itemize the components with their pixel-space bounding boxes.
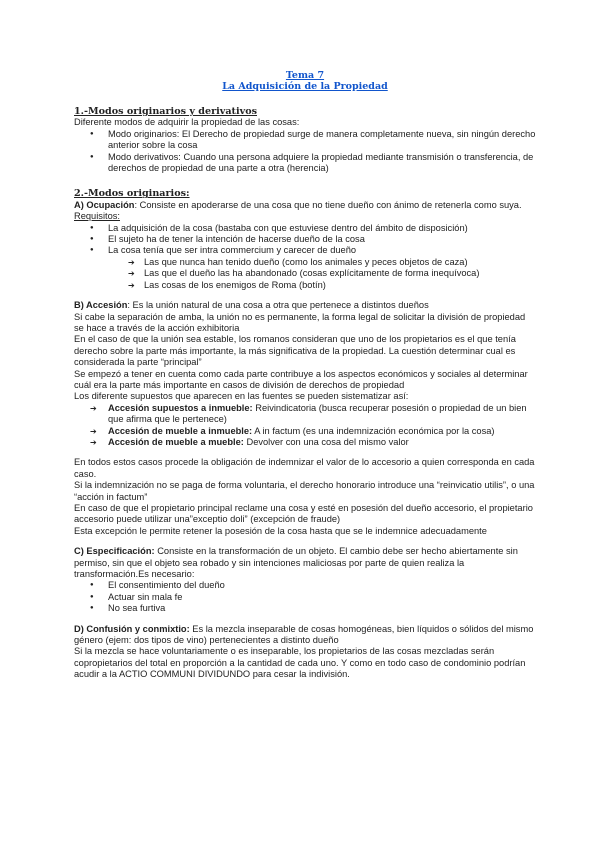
section-1-heading: 1.-Modos originarios y derivativos	[74, 106, 258, 117]
title-block	[74, 70, 536, 92]
section-1-intro: Diferente modos de adquirir la propiedad de las cosas:	[74, 117, 300, 128]
accesion-p6: Si la indemnización no se paga de forma voluntaria, el derecho honorario introduce una “reinvicatio utilis”, o una “acción in factum”	[74, 480, 535, 502]
ocupacion-text: : Consiste en apoderarse de una cosa que no tiene dueño con ánimo de retenerla como suya.	[134, 199, 522, 210]
confusion-p1: Si la mezcla se hace voluntariamente o es inseparable, los propietarios de las cosas mezcladas serán copropietarios del total en proporción a la cantidad de cada uno. Y como en todo caso de condominio podrían acudir a la ACTIO COMMUNI DIVIDUNDO para cesar la indivisión.	[74, 646, 526, 680]
list-item: ➔ Las que nunca han tenido dueño (como los animales y peces objetos de caza)	[74, 257, 536, 268]
list-item: ● Actuar sin mala fe	[74, 592, 536, 603]
accesion-paragraph	[74, 300, 536, 311]
especificacion-list	[74, 580, 536, 614]
accesion-p3: Se empezó a tener en cuenta como cada parte contribuye a los aspectos económicos y sociales al determinar cuál era la parte más importante en casos de división de derechos de propiedad	[74, 368, 528, 390]
accesion-p7: En caso de que el propietario principal reclame una cosa y esté en posesión del dueño accesorio, el propietario accesorio puede utilizar una”exceptio doli” (excepción de fraude)	[74, 503, 533, 525]
accesion-text: : Es la unión natural de una cosa a otra que pertenece a distintos dueños	[127, 300, 429, 311]
accesion-inmueble-label: Accesión supuestos a inmueble:	[108, 402, 253, 413]
list-item: ● La cosa tenía que ser intra commercium y carecer de dueño	[74, 245, 536, 256]
list-item: ➔ Las cosas de los enemigos de Roma (botín)	[74, 280, 536, 291]
especificacion-text: Consiste en la transformación de un objeto. El cambio debe ser hecho abiertamente sin permiso, sin que el objeto sea robado y sin intenciones maliciosas por parte de quien realiza la transformación.Es necesario:	[74, 546, 518, 580]
accesion-mueble-mueble-label: Accesión de mueble a mueble:	[108, 436, 244, 447]
title-topic: Tema 7	[285, 70, 325, 81]
list-item	[74, 437, 536, 448]
section-1-list	[74, 129, 536, 175]
accesion-p2: En el caso de que la unión sea estable, los romanos consideran que uno de los propietarios es el que tenía derecho sobre la parte más importante, la más significativa de la propiedad. La cuestión determinar cual es considerada la parte “principal”	[74, 334, 516, 368]
ocupacion-paragraph	[74, 200, 536, 211]
accesion-p4: Los diferente supuestos que aparecen en las fuentes se pueden sistematizar así:	[74, 391, 409, 402]
accesion-p8: Esta excepción le permite retener la posesión de la cosa hasta que se le indemnice adecuadamente	[74, 525, 487, 536]
ocupacion-label: A) Ocupación	[74, 199, 135, 210]
section-1	[74, 106, 536, 174]
section-2-heading: 2.-Modos originarios:	[74, 188, 190, 200]
accesion-mueble-inmueble-label: Accesión de mueble a inmueble:	[108, 425, 253, 436]
accesion-p1: Si cabe la separación de amba, la unión no es permanente, la forma legal de solicitar la división de propiedad se hace a través de la acción exhibitoria	[74, 311, 526, 333]
list-item: ● El sujeto ha de tener la intención de hacerse dueño de la cosa	[74, 234, 536, 245]
list-item: ● Modo derivativos: Cuando una persona adquiere la propiedad mediante transmisión o transferencia, de derechos de propiedad de una parte a otra (herencia)	[74, 152, 536, 175]
especificacion-paragraph	[74, 546, 536, 580]
list-item: ● Modo originarios: El Derecho de propiedad surge de manera completamente nueva, sin ningún derecho anterior sobre la cosa	[74, 129, 536, 152]
confusion-text: Es la mezcla inseparable de cosas homogéneas, bien líquidos o sólidos del mismo género (ejem: dos tipos de vino) pertenecientes a distinto dueño	[74, 623, 534, 646]
confusion-label: D) Confusión y conmixtio:	[74, 623, 190, 634]
list-item: ● La adquisición de la cosa (bastaba con que estuviese dentro del ámbito de disposición)	[74, 223, 536, 234]
requisitos-label: Requisitos:	[74, 211, 120, 222]
accesion-inmueble-text: Reivindicatoria (busca recuperar posesión o propiedad de un bien que afirma que le pertenece)	[108, 402, 527, 425]
especificacion-label: C) Especificación:	[74, 546, 155, 557]
accesion-mueble-inmueble-text: A in factum (es una indemnización económica por la cosa)	[252, 425, 495, 436]
requisitos-list	[74, 223, 536, 291]
list-item	[74, 403, 536, 426]
document-content	[74, 70, 536, 681]
list-item: ● No sea furtiva	[74, 603, 536, 614]
accesion-label: B) Accesión	[74, 300, 128, 311]
list-item: ➔ Las que el dueño las ha abandonado (cosas explícitamente de forma inequívoca)	[74, 268, 536, 279]
confusion-paragraph	[74, 624, 536, 647]
list-item: ● El consentimiento del dueño	[74, 580, 536, 591]
accesion-p5: En todos estos casos procede la obligación de indemnizar el valor de lo accesorio a quien corresponda en cada caso.	[74, 457, 535, 479]
accesion-list	[74, 403, 536, 449]
title-main: La Adquisición de la Propiedad	[222, 81, 388, 92]
list-item	[74, 426, 536, 437]
accesion-mueble-mueble-text: Devolver con una cosa del mismo valor	[243, 436, 409, 447]
section-2	[74, 188, 536, 680]
